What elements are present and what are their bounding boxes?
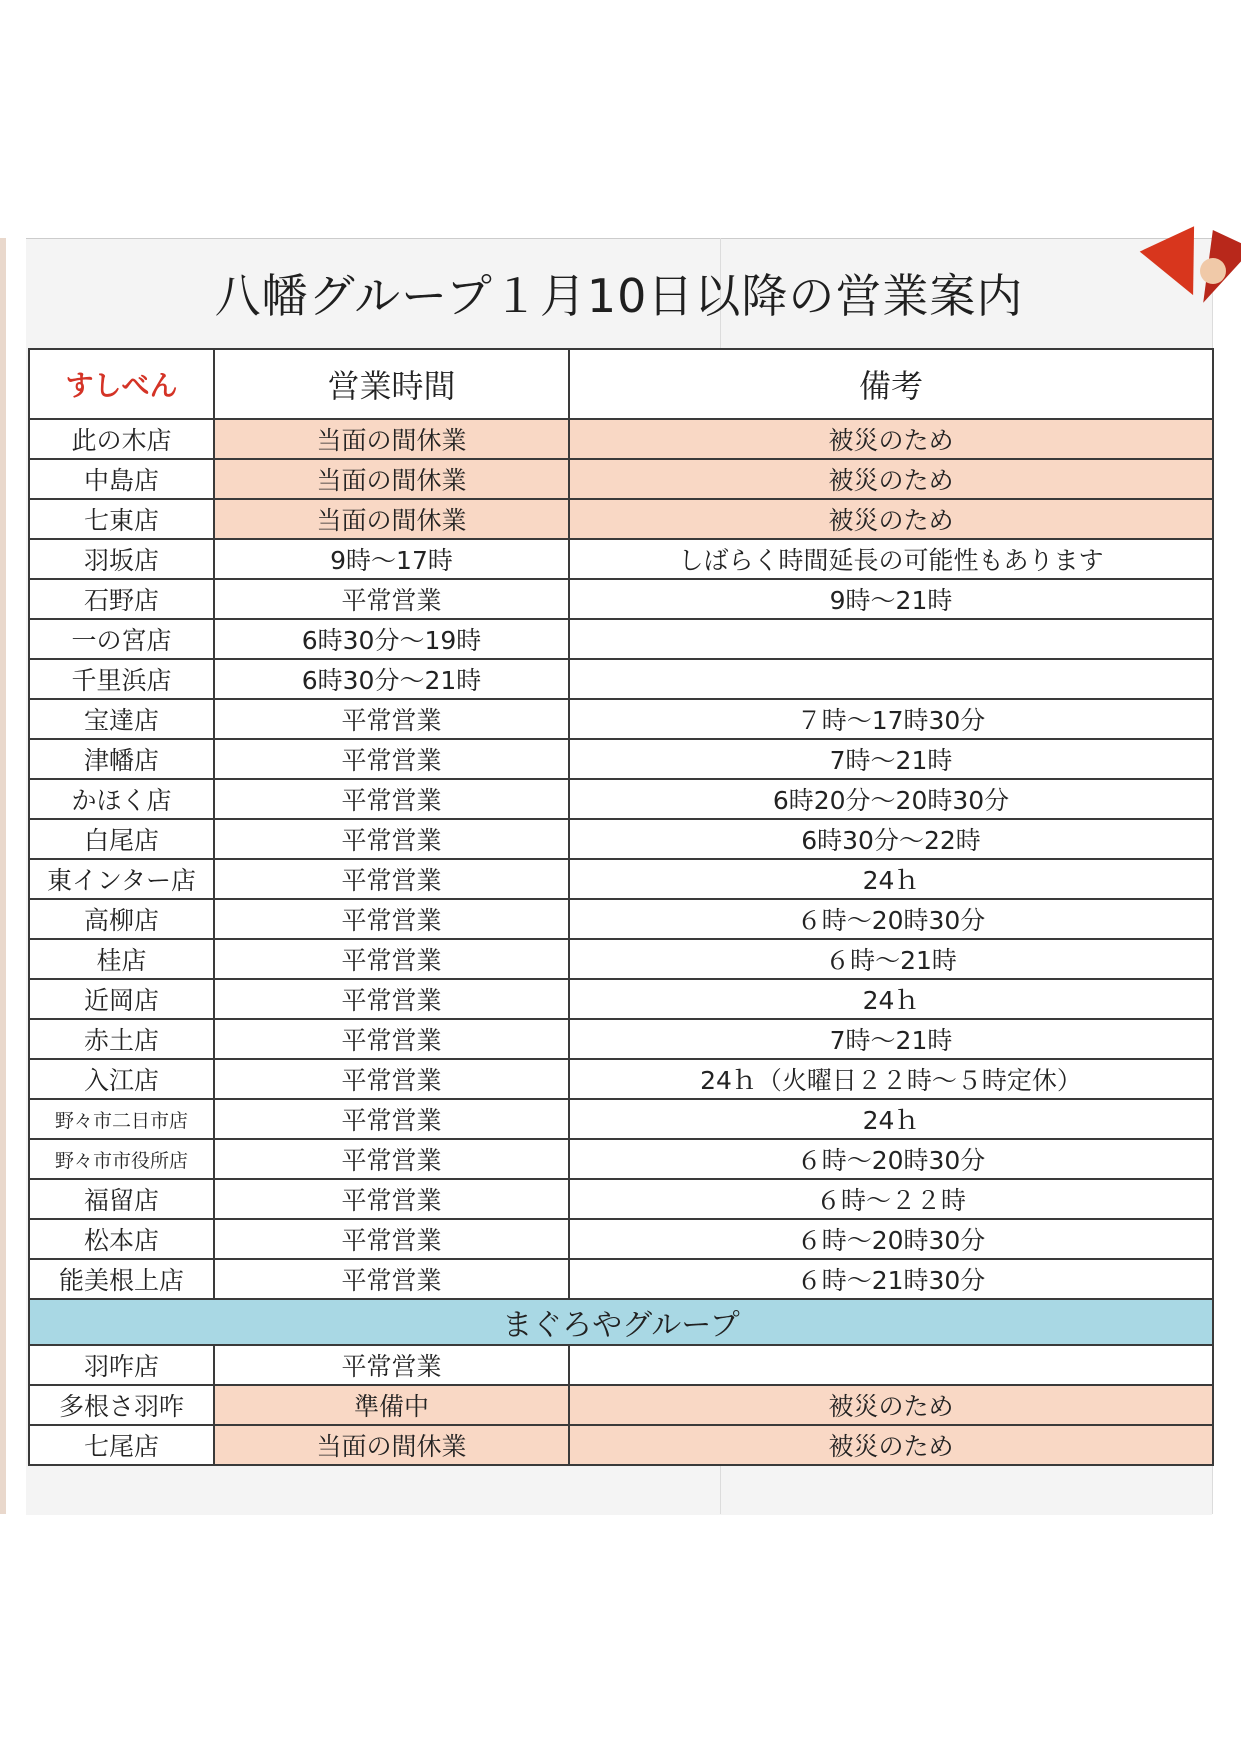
table-row	[29, 1259, 1213, 1299]
hours-cell: 平常営業	[214, 1179, 569, 1219]
hours-cell: 6時30分～21時	[214, 659, 569, 699]
section-header-row	[29, 1299, 1213, 1345]
table-row	[29, 739, 1213, 779]
shop-name-cell: 東インター店	[29, 859, 214, 899]
notes-cell: しばらく時間延長の可能性もあります	[569, 539, 1213, 579]
shop-name-cell: 津幡店	[29, 739, 214, 779]
table-row	[29, 699, 1213, 739]
hours-cell: 平常営業	[214, 899, 569, 939]
shop-name-cell: 石野店	[29, 579, 214, 619]
shop-name-cell: 赤土店	[29, 1019, 214, 1059]
notes-cell: 24ｈ（火曜日２２時～５時定休）	[569, 1059, 1213, 1099]
table-row	[29, 899, 1213, 939]
notes-cell: 7時～21時	[569, 1019, 1213, 1059]
notes-cell	[569, 1345, 1213, 1385]
shop-name-cell: 羽坂店	[29, 539, 214, 579]
table-row	[29, 779, 1213, 819]
notes-cell: 6時20分～20時30分	[569, 779, 1213, 819]
shop-name-cell: 松本店	[29, 1219, 214, 1259]
hours-cell: 平常営業	[214, 1219, 569, 1259]
table-row	[29, 1179, 1213, 1219]
shop-name-cell: 野々市市役所店	[29, 1139, 214, 1179]
shop-name-cell: かほく店	[29, 779, 214, 819]
hours-cell: 平常営業	[214, 1259, 569, 1299]
table-row	[29, 499, 1213, 539]
column-header-hours: 営業時間	[214, 349, 569, 419]
hours-cell: 平常営業	[214, 739, 569, 779]
table-row	[29, 459, 1213, 499]
hours-cell: 平常営業	[214, 819, 569, 859]
hours-cell: 当面の間休業	[214, 419, 569, 459]
hours-cell: 9時～17時	[214, 539, 569, 579]
table-row	[29, 1059, 1213, 1099]
table-header-row	[29, 349, 1213, 419]
table-row	[29, 979, 1213, 1019]
brand-label: すしべん	[29, 349, 214, 419]
hours-cell: 平常営業	[214, 699, 569, 739]
hours-cell: 平常営業	[214, 579, 569, 619]
hours-cell: 平常営業	[214, 779, 569, 819]
shop-name-cell: 多根さ羽咋	[29, 1385, 214, 1425]
notes-cell: ６時～２２時	[569, 1179, 1213, 1219]
notes-cell: 被災のため	[569, 1385, 1213, 1425]
shop-name-cell: 一の宮店	[29, 619, 214, 659]
shop-name-cell: 此の木店	[29, 419, 214, 459]
table-row	[29, 1345, 1213, 1385]
hours-cell: 平常営業	[214, 939, 569, 979]
table-row	[29, 1425, 1213, 1465]
table-row	[29, 659, 1213, 699]
notes-cell: ６時～20時30分	[569, 1219, 1213, 1259]
table-row	[29, 1385, 1213, 1425]
table-row	[29, 539, 1213, 579]
table-row	[29, 619, 1213, 659]
hours-cell: 準備中	[214, 1385, 569, 1425]
shop-name-cell: 入江店	[29, 1059, 214, 1099]
notes-cell	[569, 659, 1213, 699]
table-row	[29, 859, 1213, 899]
shop-name-cell: 七尾店	[29, 1425, 214, 1465]
shop-name-cell: 高柳店	[29, 899, 214, 939]
shop-name-cell: 羽咋店	[29, 1345, 214, 1385]
hours-cell: 当面の間休業	[214, 1425, 569, 1465]
hours-cell: 平常営業	[214, 859, 569, 899]
shop-name-cell: 桂店	[29, 939, 214, 979]
table-row	[29, 939, 1213, 979]
shop-name-cell: 白尾店	[29, 819, 214, 859]
notes-cell: ６時～20時30分	[569, 899, 1213, 939]
notes-cell	[569, 619, 1213, 659]
hours-cell: 当面の間休業	[214, 459, 569, 499]
shop-name-cell: 宝達店	[29, 699, 214, 739]
notes-cell: ７時～17時30分	[569, 699, 1213, 739]
notes-cell: 被災のため	[569, 499, 1213, 539]
hours-cell: 平常営業	[214, 979, 569, 1019]
hours-cell: 平常営業	[214, 1099, 569, 1139]
notes-cell: ６時～21時30分	[569, 1259, 1213, 1299]
hours-cell: 6時30分～19時	[214, 619, 569, 659]
notes-cell: 被災のため	[569, 1425, 1213, 1465]
hours-cell: 平常営業	[214, 1059, 569, 1099]
notes-cell: ６時～21時	[569, 939, 1213, 979]
notes-cell: 7時～21時	[569, 739, 1213, 779]
table-row	[29, 1019, 1213, 1059]
notes-cell: 9時～21時	[569, 579, 1213, 619]
hours-cell: 平常営業	[214, 1345, 569, 1385]
shop-name-cell: 近岡店	[29, 979, 214, 1019]
notes-cell: 24ｈ	[569, 979, 1213, 1019]
hours-cell: 当面の間休業	[214, 499, 569, 539]
business-hours-table	[28, 348, 1214, 1466]
table-row	[29, 819, 1213, 859]
notes-cell: 6時30分～22時	[569, 819, 1213, 859]
table-row	[29, 1219, 1213, 1259]
shop-name-cell: 野々市二日市店	[29, 1099, 214, 1139]
shop-name-cell: 能美根上店	[29, 1259, 214, 1299]
shop-name-cell: 福留店	[29, 1179, 214, 1219]
notes-cell: 24ｈ	[569, 859, 1213, 899]
shop-name-cell: 七東店	[29, 499, 214, 539]
table-row	[29, 579, 1213, 619]
table-row	[29, 1139, 1213, 1179]
notes-cell: 被災のため	[569, 419, 1213, 459]
page-title: 八幡グループ１月10日以降の営業案内	[214, 269, 1024, 323]
hours-cell: 平常営業	[214, 1139, 569, 1179]
shop-name-cell: 千里浜店	[29, 659, 214, 699]
notes-cell: 24ｈ	[569, 1099, 1213, 1139]
sheet-left-edge	[0, 238, 6, 1514]
table-row	[29, 1099, 1213, 1139]
notes-cell: 被災のため	[569, 459, 1213, 499]
notes-cell: ６時～20時30分	[569, 1139, 1213, 1179]
hours-cell: 平常営業	[214, 1019, 569, 1059]
table-row	[29, 419, 1213, 459]
shop-name-cell: 中島店	[29, 459, 214, 499]
maple-leaf-decoration	[1200, 258, 1226, 284]
section-label: まぐろやグループ	[29, 1299, 1213, 1345]
column-header-notes: 備考	[569, 349, 1213, 419]
